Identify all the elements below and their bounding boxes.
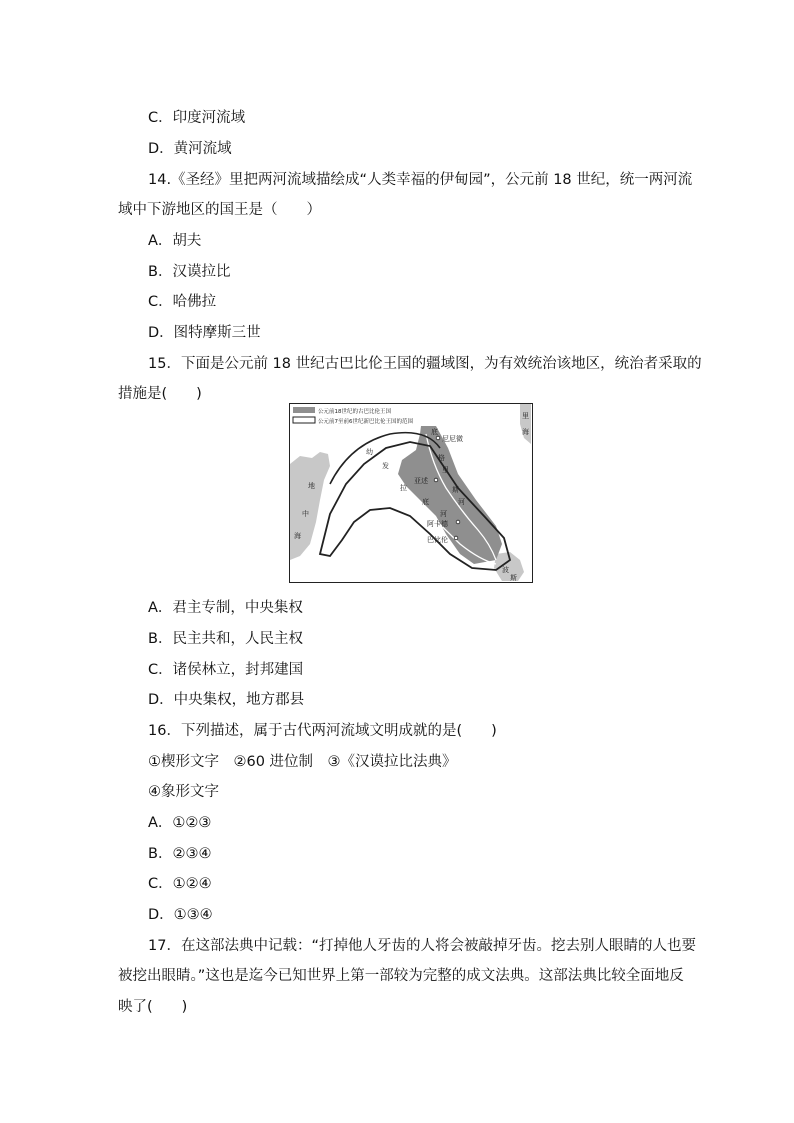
q16-items-line1: ①楔形文字 ②60 进位制 ③《汉谟拉比法典》 [148,754,457,770]
babylon-marker [454,536,458,540]
label-caspian-1: 里 [522,412,529,420]
legend-item2: 公元前7至前6世纪新巴比伦王国的范围 [318,419,413,425]
mediterranean-sea [290,452,330,560]
q15-option-b: B．民主共和，人民主权 [148,631,303,647]
label-assur: 亚述 [414,477,428,485]
q16-option-a: A．①②③ [148,815,212,831]
q14-option-b: B．汉谟拉比 [148,264,231,280]
label-tigris-5: 河 [458,498,465,506]
label-akkad: 阿卡德 [427,520,448,528]
q14-stem-line2: 域中下游地区的国王是（ ） [118,202,321,218]
label-tigris-3: 里 [442,466,449,474]
q16-option-c: C．①②④ [148,876,212,892]
q16-stem: 16．下列描述，属于古代两河流域文明成就的是( ) [148,723,497,739]
label-med-1: 地 [308,482,315,490]
q15-option-c: C．诸侯林立，封邦建国 [148,662,304,678]
label-tigris-4: 斯 [452,486,459,494]
q14-option-d: D．图特摩斯三世 [148,325,261,341]
label-babylon: 巴比伦 [427,536,448,544]
q16-option-b: B．②③④ [148,846,212,862]
q14-option-c: C．哈佛拉 [148,294,217,310]
q17-stem-line2: 被挖出眼睛。”这也是迄今已知世界上第一部较为完整的成文法典。这部法典比较全面地反 [118,968,684,984]
nineveh-marker [436,436,440,440]
q16-option-d: D．①③④ [148,907,213,923]
q15-option-d: D．中央集权，地方郡县 [148,692,305,708]
label-euphrates-5: 河 [440,510,447,518]
label-euphrates-4: 底 [422,498,429,506]
q16-items-line2: ④象形文字 [148,784,219,800]
label-med-2: 中 [302,510,309,518]
q15-stem-line2: 措施是( ) [118,386,202,402]
q15-option-a: A．君主专制，中央集权 [148,600,303,616]
q13-option-c: C．印度河流域 [148,110,246,126]
label-euphrates-2: 发 [382,462,389,470]
q13-option-d: D．黄河流域 [148,141,232,157]
q17-stem-line3: 映了( ) [118,999,188,1015]
label-gulf-1: 波 [502,566,509,574]
label-caspian-2: 海 [522,428,529,436]
legend-swatch-shaded [293,407,315,413]
q15-stem-line1: 15．下面是公元前 18 世纪古巴比伦王国的疆域图，为有效统治该地区，统治者采取的 [148,356,702,372]
q14-stem-line1: 14.《圣经》里把两河流域描绘成“人类幸福的伊甸园”，公元前 18 世纪，统一两河流 [148,172,693,188]
legend-item1: 公元前18世纪的古巴比伦王国 [318,409,391,415]
label-euphrates-3: 拉 [400,484,407,492]
caspian-sea [520,404,531,444]
q17-stem-line1: 17．在这部法典中记载：“打掉他人牙齿的人将会被敲掉牙齿。挖去别人眼睛的人也要 [148,938,696,954]
legend-swatch-outline [293,417,315,423]
assur-marker [434,478,438,482]
babylon-territory-map [289,403,533,583]
akkad-marker [456,520,460,524]
label-med-3: 海 [294,532,301,540]
label-tigris-2: 格 [438,454,445,462]
label-nineveh: 尼尼微 [442,435,463,443]
label-tigris-1: 底 [431,428,438,436]
label-euphrates-1: 幼 [366,448,373,456]
label-gulf-2: 斯 [510,574,517,581]
q14-option-a: A．胡夫 [148,233,202,249]
